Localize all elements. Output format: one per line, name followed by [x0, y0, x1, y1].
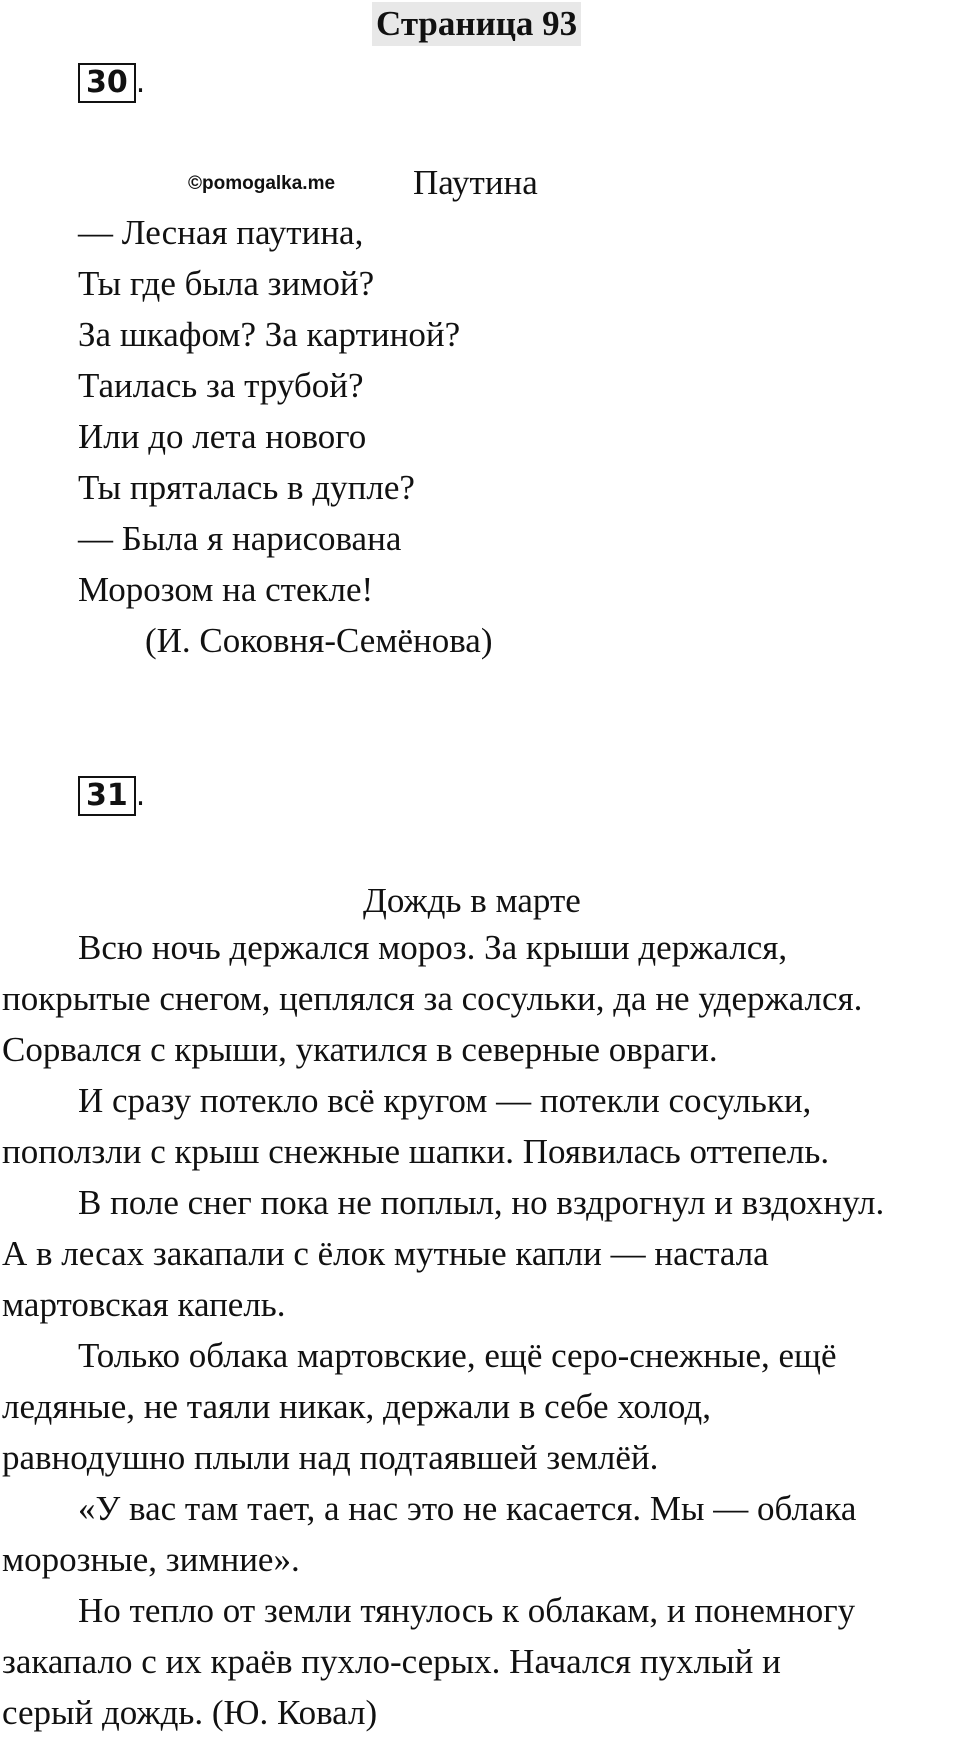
story-line: А в лесах закапали с ёлок мутные капли — настала — [2, 1234, 769, 1273]
poem-line: Или до лета нового — [78, 417, 367, 456]
page-title: Страница 93 — [372, 2, 581, 46]
task-number-30-box: 30 — [78, 63, 136, 103]
story-line: ледяные, не таяли никак, держали в себе холод, — [2, 1387, 711, 1426]
story-line: серый дождь. (Ю. Ковал) — [2, 1693, 378, 1732]
story-line: В поле снег пока не поплыл, но вздрогнул и вздохнул. — [78, 1183, 885, 1222]
poem-line: Ты где была зимой? — [78, 264, 375, 303]
task-number-31-dot: . — [135, 778, 146, 813]
task-number-30 — [78, 63, 145, 103]
task-number-30-dot: . — [135, 65, 146, 100]
poem-line: Морозом на стекле! — [78, 570, 374, 609]
task-number-31-box: 31 — [78, 776, 136, 816]
story-line: «У вас там тает, а нас это не касается. Мы — облака — [78, 1489, 857, 1528]
story-line: Только облака мартовские, ещё серо-снежные, ещё — [78, 1336, 837, 1375]
story-line: морозные, зимние». — [2, 1540, 300, 1579]
story-line: поползли с крыш снежные шапки. Появилась оттепель. — [2, 1132, 830, 1171]
story-body — [2, 927, 884, 1743]
story-title: Дождь в марте — [363, 881, 581, 920]
task-number-31 — [78, 776, 145, 816]
story-line: равнодушно плыли над подтаявшей землёй. — [2, 1438, 659, 1477]
story-line: мартовская капель. — [2, 1285, 286, 1324]
story-line: покрытые снегом, цеплялся за сосульки, да не удержался. — [2, 979, 863, 1018]
poem-line: Таилась за трубой? — [78, 366, 364, 405]
story-line: И сразу потекло всё кругом — потекли сосульки, — [78, 1081, 812, 1120]
story-line: Всю ночь держался мороз. За крыши держался, — [78, 928, 788, 967]
story-line: закапало с их краёв пухло-серых. Начался пухлый и — [2, 1642, 781, 1681]
poem-line: — Лесная паутина, — [78, 213, 364, 252]
story-line: Но тепло от земли тянулось к облакам, и понемногу — [78, 1591, 856, 1630]
poem-title: Паутина — [413, 163, 538, 202]
poem-author: (И. Соковня-Семёнова) — [145, 621, 493, 660]
poem-line: — Была я нарисована — [78, 519, 402, 558]
story-line: Сорвался с крыши, укатился в северные овраги. — [2, 1030, 718, 1069]
poem-body — [78, 212, 460, 620]
poem-line: Ты пряталась в дупле? — [78, 468, 415, 507]
watermark: ©pomogalka.me — [188, 173, 336, 194]
poem-line: За шкафом? За картиной? — [78, 315, 461, 354]
